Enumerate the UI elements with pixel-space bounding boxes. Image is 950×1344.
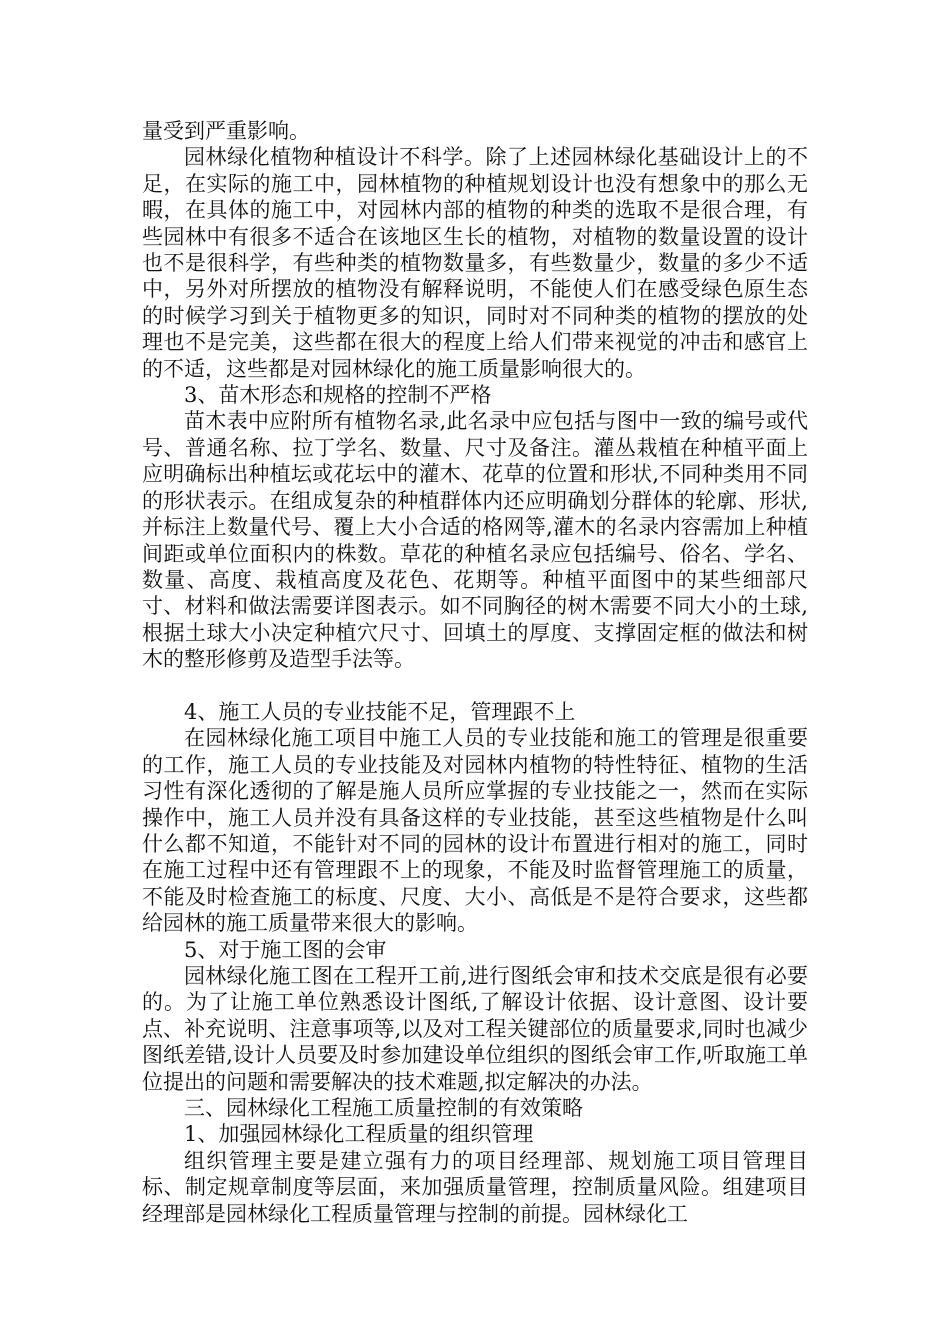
heading-seedling-control: 3、苗木形态和规格的控制不严格 — [184, 383, 492, 408]
paragraph-planting-design: 园林绿化植物种植设计不科学。除了上述园林绿化基础设计上的不足，在实际的施工中，园林植物的种植规划设计也没有想象中的那么无暇，在具体的施工中，对园林内部的植物的种类的选取不是很合理，有些园林中有很多不适合在该地区生长的植物，对植物的数量设置的设计也不是很科学，有些种类的植物数量多，有些数量少，数量的多少不适中，另外对所摆放的植物没有解释说明，不能使人们在感受绿色原生态的时候学习到关于植物更多的知识，同时对不同种类的植物的摆放的处理也不是完美，这些都在很大的程度上给人们带来视觉的冲击和感官上的不适，这些都是对园林绿化的施工质量影响很大的。 — [142, 145, 808, 381]
paragraph-seedling-list: 苗木表中应附所有植物名录,此名录中应包括与图中一致的编号或代号、普通名称、拉丁学名、数量、尺寸及备注。灌丛栽植在种植平面上应明确标出种植坛或花坛中的灌木、花草的位置和形状,不同种类用不同的形状表示。在组成复杂的种植群体内还应明确划分群体的轮廓、形状,并标注上数量代号、覆上大小合适的格网等,灌木的名录内容需加上种植间距或单位面积内的株数。草花的种植名录应包括编号、俗名、学名、数量、高度、栽植高度及花色、花期等。种植平面图中的某些细部尺寸、材料和做法需要详图表示。如不同胸径的树木需要不同大小的土球,根据土球大小决定种植穴尺寸、回填土的厚度、支撑固定框的做法和树木的整形修剪及造型手法等。 — [142, 409, 808, 672]
paragraph-organization-management: 组织管理主要是建立强有力的项目经理部、规划施工项目管理目标、制定规章制度等层面，来加强质量管理，控制质量风险。组建项目经理部是园林绿化工程质量管理与控制的前提。园林绿化工 — [142, 1148, 808, 1226]
blank-line — [142, 673, 808, 699]
heading-staff-skills: 4、施工人员的专业技能不足，管理跟不上 — [184, 699, 576, 724]
paragraph-staff-skills: 在园林绿化施工项目中施工人员的专业技能和施工的管理是很重要的工作，施工人员的专业技能及对园林内植物的特性特征、植物的生活习性有深化透彻的了解是施人员所应掌握的专业技能之一，然而在实际操作中，施工人员并没有具备这样的专业技能，甚至这些植物是什么叫什么都不知道，不能针对不同的园林的设计布置进行相对的施工，同时在施工过程中还有管理跟不上的现象，不能及时监督管理施工的质量，不能及时检查施工的标度、尺度、大小、高低是不是符合要求，这些都给园林的施工质量带来很大的影响。 — [142, 726, 808, 936]
heading-organization-management: 1、加强园林绿化工程质量的组织管理 — [184, 1122, 534, 1147]
paragraph-continuation: 量受到严重影响。 — [142, 119, 310, 143]
heading-section-three: 三、园林绿化工程施工质量控制的有效策略 — [184, 1096, 583, 1121]
heading-drawing-review: 5、对于施工图的会审 — [184, 937, 387, 962]
paragraph-drawing-review: 园林绿化施工图在工程开工前,进行图纸会审和技术交底是很有必要的。为了让施工单位熟悉设计图纸,了解设计依据、设计意图、设计要点、补充说明、注意事项等,以及对工程关键部位的质量要求,同时也减少图纸差错,设计人员要及时参加建设单位组织的图纸会审工作,听取施工单位提出的问题和需要解决的技术难题,拟定解决的办法。 — [142, 963, 808, 1094]
document-page — [142, 118, 808, 1227]
